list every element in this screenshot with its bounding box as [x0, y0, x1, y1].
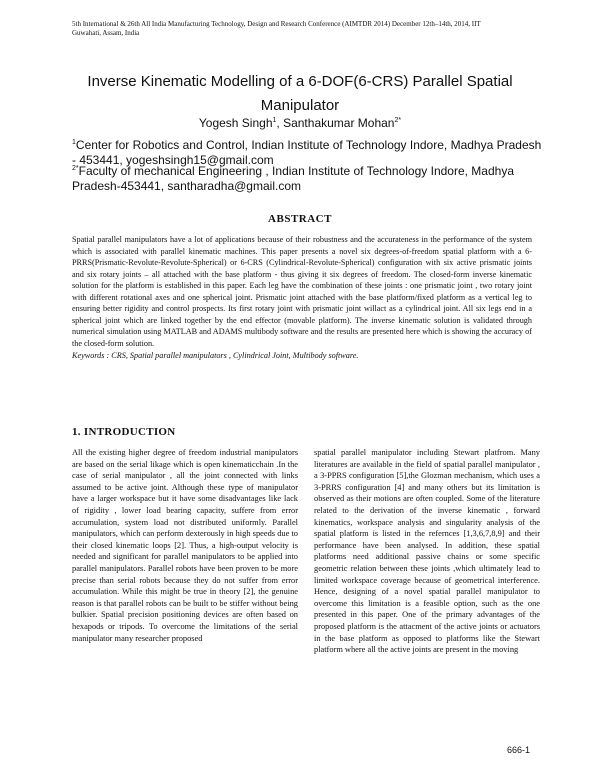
- abstract-body: Spatial parallel manipulators have a lot of applications because of their robustness and the accurateness in the performance of the system which is associated with parallel kinematic machines. This paper presents a novel six degrees-of-freedom spatial platform with a 6-PRRS(Prismatic-Revolute-Revolute-Spherical) or 6-CRS (Cylindrical-Revolute-Spherical) configuration with six active prismatic joints and six rotary joints – all attached with the base platform - thus giving it six degrees of freedom. The closed-form inverse kinematic solution for the platform is established in this paper. Each leg have the combination of these joints : one prismatic joint , two rotary joint with different rotational axes and one spherical joint. Prismatic joint attached with the base platform/fixed platform as a vertical leg to ensuring better rigidity and control prospects. Its first rotary joint with prismatic joint willact as a cylindrical joint. All six legs end in a spherical joint which are linked together by the end effector (movable platform). The inverse kinematic solution is validated through numerical simulation using MATLAB and ADAMS multibody software and the results are presented here which is showing the accuracy of the closed-form solution.: [72, 235, 532, 348]
- introduction-heading: 1. INTRODUCTION: [72, 426, 176, 438]
- affiliation-superscript: 1: [72, 139, 76, 146]
- conference-header-line-1: 5th International & 26th All India Manufacturing Technology, Design and Research Conference (AIMTDR 2014) December 12th–14th, 2014, IIT: [72, 20, 481, 28]
- author-superscript: 1: [272, 117, 277, 124]
- conference-header: [72, 20, 560, 38]
- page-number: 666-1: [506, 745, 530, 755]
- affiliation-text: Center for Robotics and Control, Indian Institute of Technology Indore, Madhya Pradesh - 453441, yogeshsingh15@gmail.com: [72, 138, 542, 167]
- affiliation-text: Faculty of mechanical Engineering , Indian Institute of Technology Indore, Madhya Pradesh-453441, santharadha@gmail.com: [72, 164, 514, 193]
- paper-title: Inverse Kinematic Modelling of a 6-DOF(6-CRS) Parallel Spatial Manipulator: [87, 73, 513, 114]
- keywords: Keywords : CRS, Spatial parallel manipulators , Cylindrical Joint, Multibody software.: [72, 351, 359, 360]
- author-name: Yogesh Singh: [198, 116, 273, 130]
- author-separator: ,: [276, 116, 284, 130]
- author-superscript: 2*: [394, 117, 402, 124]
- affiliation-2: [72, 164, 542, 194]
- conference-header-line-2: Guwahati, Assam, India: [72, 29, 140, 37]
- author-name: Santhakumar Mohan: [283, 116, 395, 130]
- affiliation-superscript: 2*: [72, 165, 79, 172]
- introduction-column-left: All the existing higher degree of freedom industrial manipulators are based on the serial likage which is open kinematicchain .In the case of serial manipulator , all the joint connected with links assumed to be active joint. Although these type of manipulator have a larger workspace but it have some disadvantages like lack of rigidity , lower load bearing capacity, suffere from error accumulation, system load not distributed uniformly. Parallel manipulators, which can perform dexterously in high speeds due to their closed kinematic loops [2]. Thus, a high-output velocity is needed and significant for parallel manipulators to be applied into parallel manipulators. Parallel robots have been proven to be more precise than serial robots because they do not suffer from error accumulation. While this might be true in theory [2], the genuine reason is that parallel robots can be built to be stiffer without being bulkier. Spatial precision positioning devices are often based on hexapods or tripods. To overcome the limitations of the serial manipulator many researcher proposed: [72, 448, 298, 643]
- introduction-column-right: spatial parallel manipulator including Stewart platfrom. Many literatures are available in the field of spatial parallel manipulator , a 3-PPRS configuration [5],the Glozman mechanism, which uses a 3-PRRS configuration [4] and many others but its limitation is observed as their motions are often coupled. Some of the literature related to the derivation of the inverse kinematic , forward kinematics, workspace analysis and singularity analysis of the spatial platform is listed in the refernces [1,3,6,7,8,9] and their performance have been analysed. In addition, these spatial platforms need additional passive chains or some specific geometric relation between these joints ,which ultimately lead to limited workspace coverage because of geometrical interference. Hence, designing of a novel spatial parallel manipulator to overcome this limitation is a feasible option, such as the one presented in this paper. One of the primary advantages of the proposed platform is the attacment of the active joints or actuators in the base platform as opposed to platforms like the Stewart platform where all the active joints are present in the moving: [314, 448, 540, 655]
- abstract-heading: ABSTRACT: [268, 213, 332, 225]
- author-list: [60, 116, 540, 131]
